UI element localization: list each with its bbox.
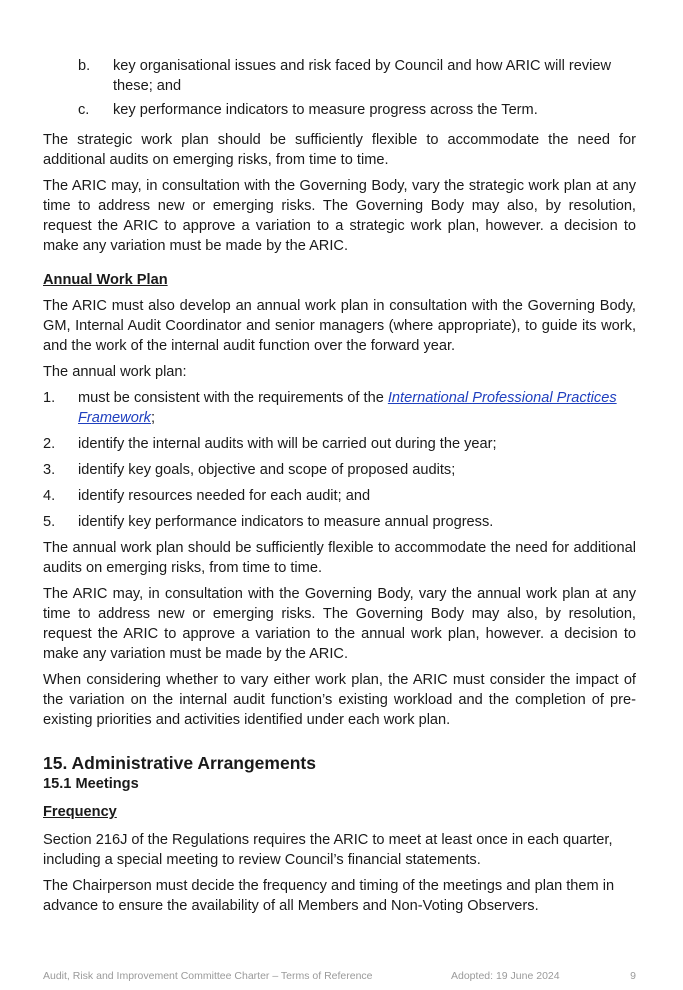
heading-annual-work-plan: Annual Work Plan: [43, 272, 168, 288]
paragraph-annual-consider: When considering whether to vary either work plan, the ARIC must consider the impact of the variation on the internal audit function’s existing workload and the completion of pre-existing priorities and activities identified under each work plan.: [43, 672, 636, 728]
paragraph-frequency-2: The Chairperson must decide the frequency and timing of the meetings and plan them in advance to ensure the availability of all Members and Non-Voting Observers.: [43, 878, 615, 914]
document-page: [43, 56, 636, 916]
list-item: [43, 56, 636, 96]
paragraph-strategic-flexible: The strategic work plan should be sufficiently flexible to accommodate the need for additional audits on emerging risks, from time to time.: [43, 132, 636, 168]
list-text: identify the internal audits with will be carried out during the year;: [78, 436, 497, 452]
list-item: [43, 512, 636, 532]
section-heading-15: 15. Administrative Arrangements: [43, 753, 316, 773]
heading-frequency: Frequency: [43, 804, 117, 820]
paragraph-frequency-1: Section 216J of the Regulations requires the ARIC to meet at least once in each quarter, including a special meeting to review Council’s financial statements.: [43, 832, 613, 868]
list-item: [43, 434, 636, 454]
list-text: key organisational issues and risk faced by Council and how ARIC will review these; and: [113, 58, 612, 94]
list-text-after: ;: [150, 410, 156, 426]
list-item: [43, 100, 636, 120]
list-item: [43, 460, 636, 480]
paragraph-annual-lead: The annual work plan:: [43, 364, 187, 380]
list-text: identify resources needed for each audit; and: [78, 488, 371, 504]
list-label: c.: [78, 102, 90, 118]
subsection-heading-15-1: 15.1 Meetings: [43, 776, 139, 792]
list-label: 2.: [43, 436, 56, 452]
list-label: 3.: [43, 462, 56, 478]
list-label: 1.: [43, 390, 56, 406]
list-label: 4.: [43, 488, 56, 504]
footer-adopted-date: Adopted: 19 June 2024: [451, 970, 560, 982]
paragraph-annual-flexible: The annual work plan should be sufficiently flexible to accommodate the need for additional audits on emerging risks, from time to time.: [43, 540, 636, 576]
list-item: [43, 388, 636, 428]
paragraph-annual-vary: The ARIC may, in consultation with the Governing Body, vary the annual work plan at any time to address new or emerging risks. The Governing Body may also, by resolution, request the ARIC to approve a variation to the annual work plan, however. a decision to make any variation must be made by the ARIC.: [43, 586, 636, 662]
list-text: key performance indicators to measure progress across the Term.: [113, 102, 538, 118]
ippf-link[interactable]: International Professional Practices Framework: [78, 390, 617, 426]
footer-doc-title: Audit, Risk and Improvement Committee Charter – Terms of Reference: [43, 970, 373, 982]
list-label: b.: [78, 58, 91, 74]
list-label: 5.: [43, 514, 56, 530]
list-text-before: must be consistent with the requirements of the: [78, 390, 388, 406]
footer-page-number: 9: [630, 970, 636, 982]
list-text: identify key goals, objective and scope of proposed audits;: [78, 462, 456, 478]
list-item: [43, 486, 636, 506]
list-text: [78, 388, 636, 428]
list-text: identify key performance indicators to measure annual progress.: [78, 514, 494, 530]
paragraph-annual-intro: The ARIC must also develop an annual work plan in consultation with the Governing Body, GM, Internal Audit Coordinator and senior managers (where appropriate), to guide its work, and the work of the internal audit function over the forward year.: [43, 298, 636, 354]
paragraph-strategic-vary: The ARIC may, in consultation with the Governing Body, vary the strategic work plan at any time to address new or emerging risks. The Governing Body may also, by resolution, request the ARIC to approve a variation to a strategic work plan, however. a decision to make any variation must be made by the ARIC.: [43, 178, 636, 254]
